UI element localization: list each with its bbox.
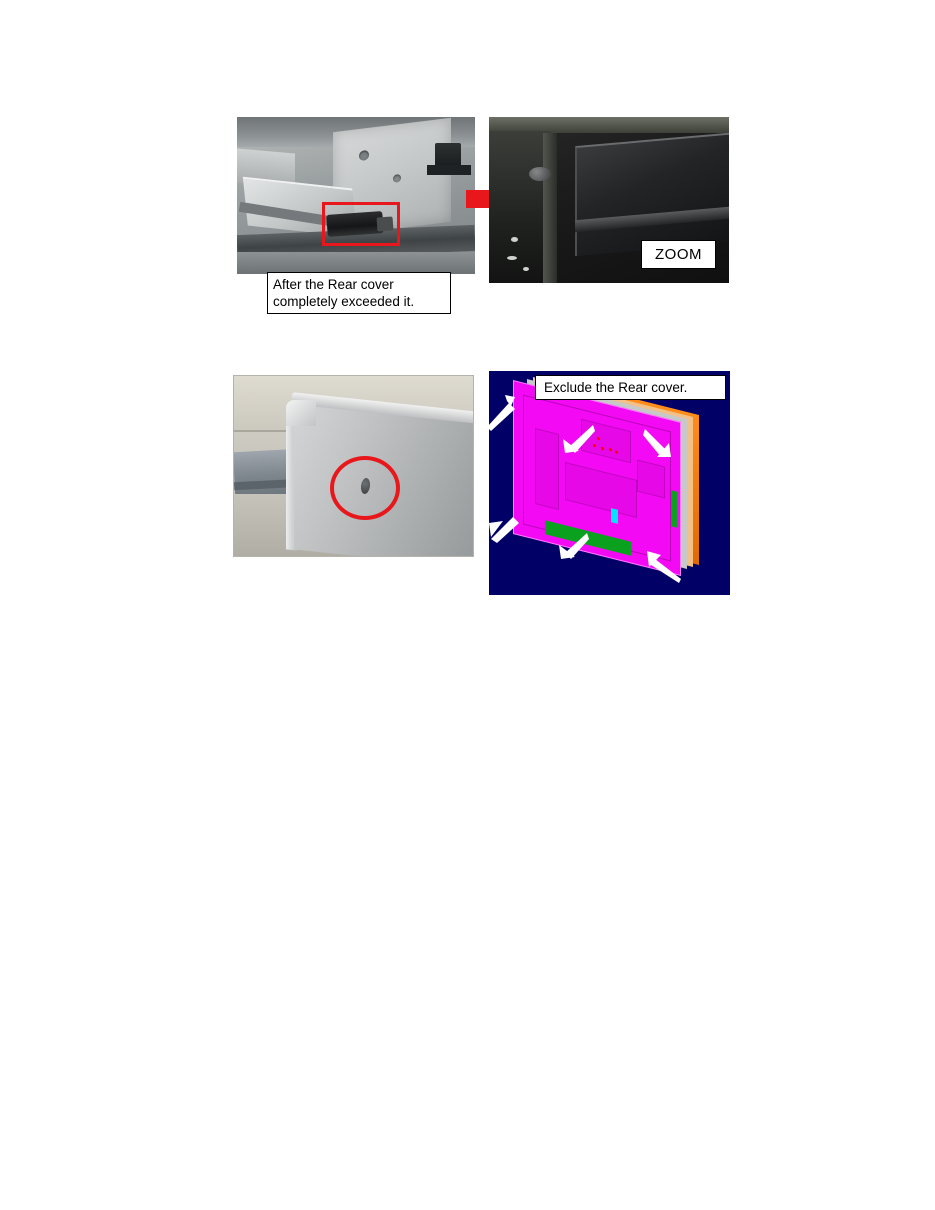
- cad-exploded-view: [489, 371, 730, 595]
- caption-line-1: After the Rear cover: [273, 277, 394, 292]
- vertical-post: [543, 133, 557, 283]
- floor-speck: [511, 237, 518, 242]
- chassis-feature: [535, 428, 559, 510]
- photo-tv-corner: [233, 375, 474, 557]
- red-highlight-circle: [330, 456, 400, 520]
- floor-speck: [507, 256, 517, 260]
- cad-arrow-icon: [551, 531, 591, 565]
- cad-arrow-icon: [639, 547, 683, 583]
- cad-arrow-icon: [557, 421, 597, 457]
- zoom-label: ZOOM: [641, 240, 716, 269]
- tv-corner-cap: [286, 400, 316, 426]
- cyan-connector: [611, 508, 618, 524]
- caption-line-2: completely exceeded it.: [273, 294, 415, 309]
- dark-wall: [489, 131, 551, 283]
- knob: [529, 167, 551, 181]
- floor-area: [237, 252, 475, 274]
- cad-arrow-icon: [489, 509, 527, 545]
- chassis-feature: [637, 460, 665, 499]
- green-side-edge: [671, 490, 677, 527]
- figure-4-caption: Exclude the Rear cover.: [535, 375, 726, 400]
- red-highlight-rectangle: [322, 202, 400, 246]
- photo-rear-cover-clearance: [237, 117, 475, 274]
- cad-arrow-icon: [489, 393, 531, 433]
- figure-1-caption: [267, 272, 451, 314]
- cad-arrow-icon: [641, 427, 681, 463]
- floor-speck: [523, 267, 529, 271]
- clamp-bar: [427, 165, 471, 175]
- rear-cover-body: [575, 132, 729, 256]
